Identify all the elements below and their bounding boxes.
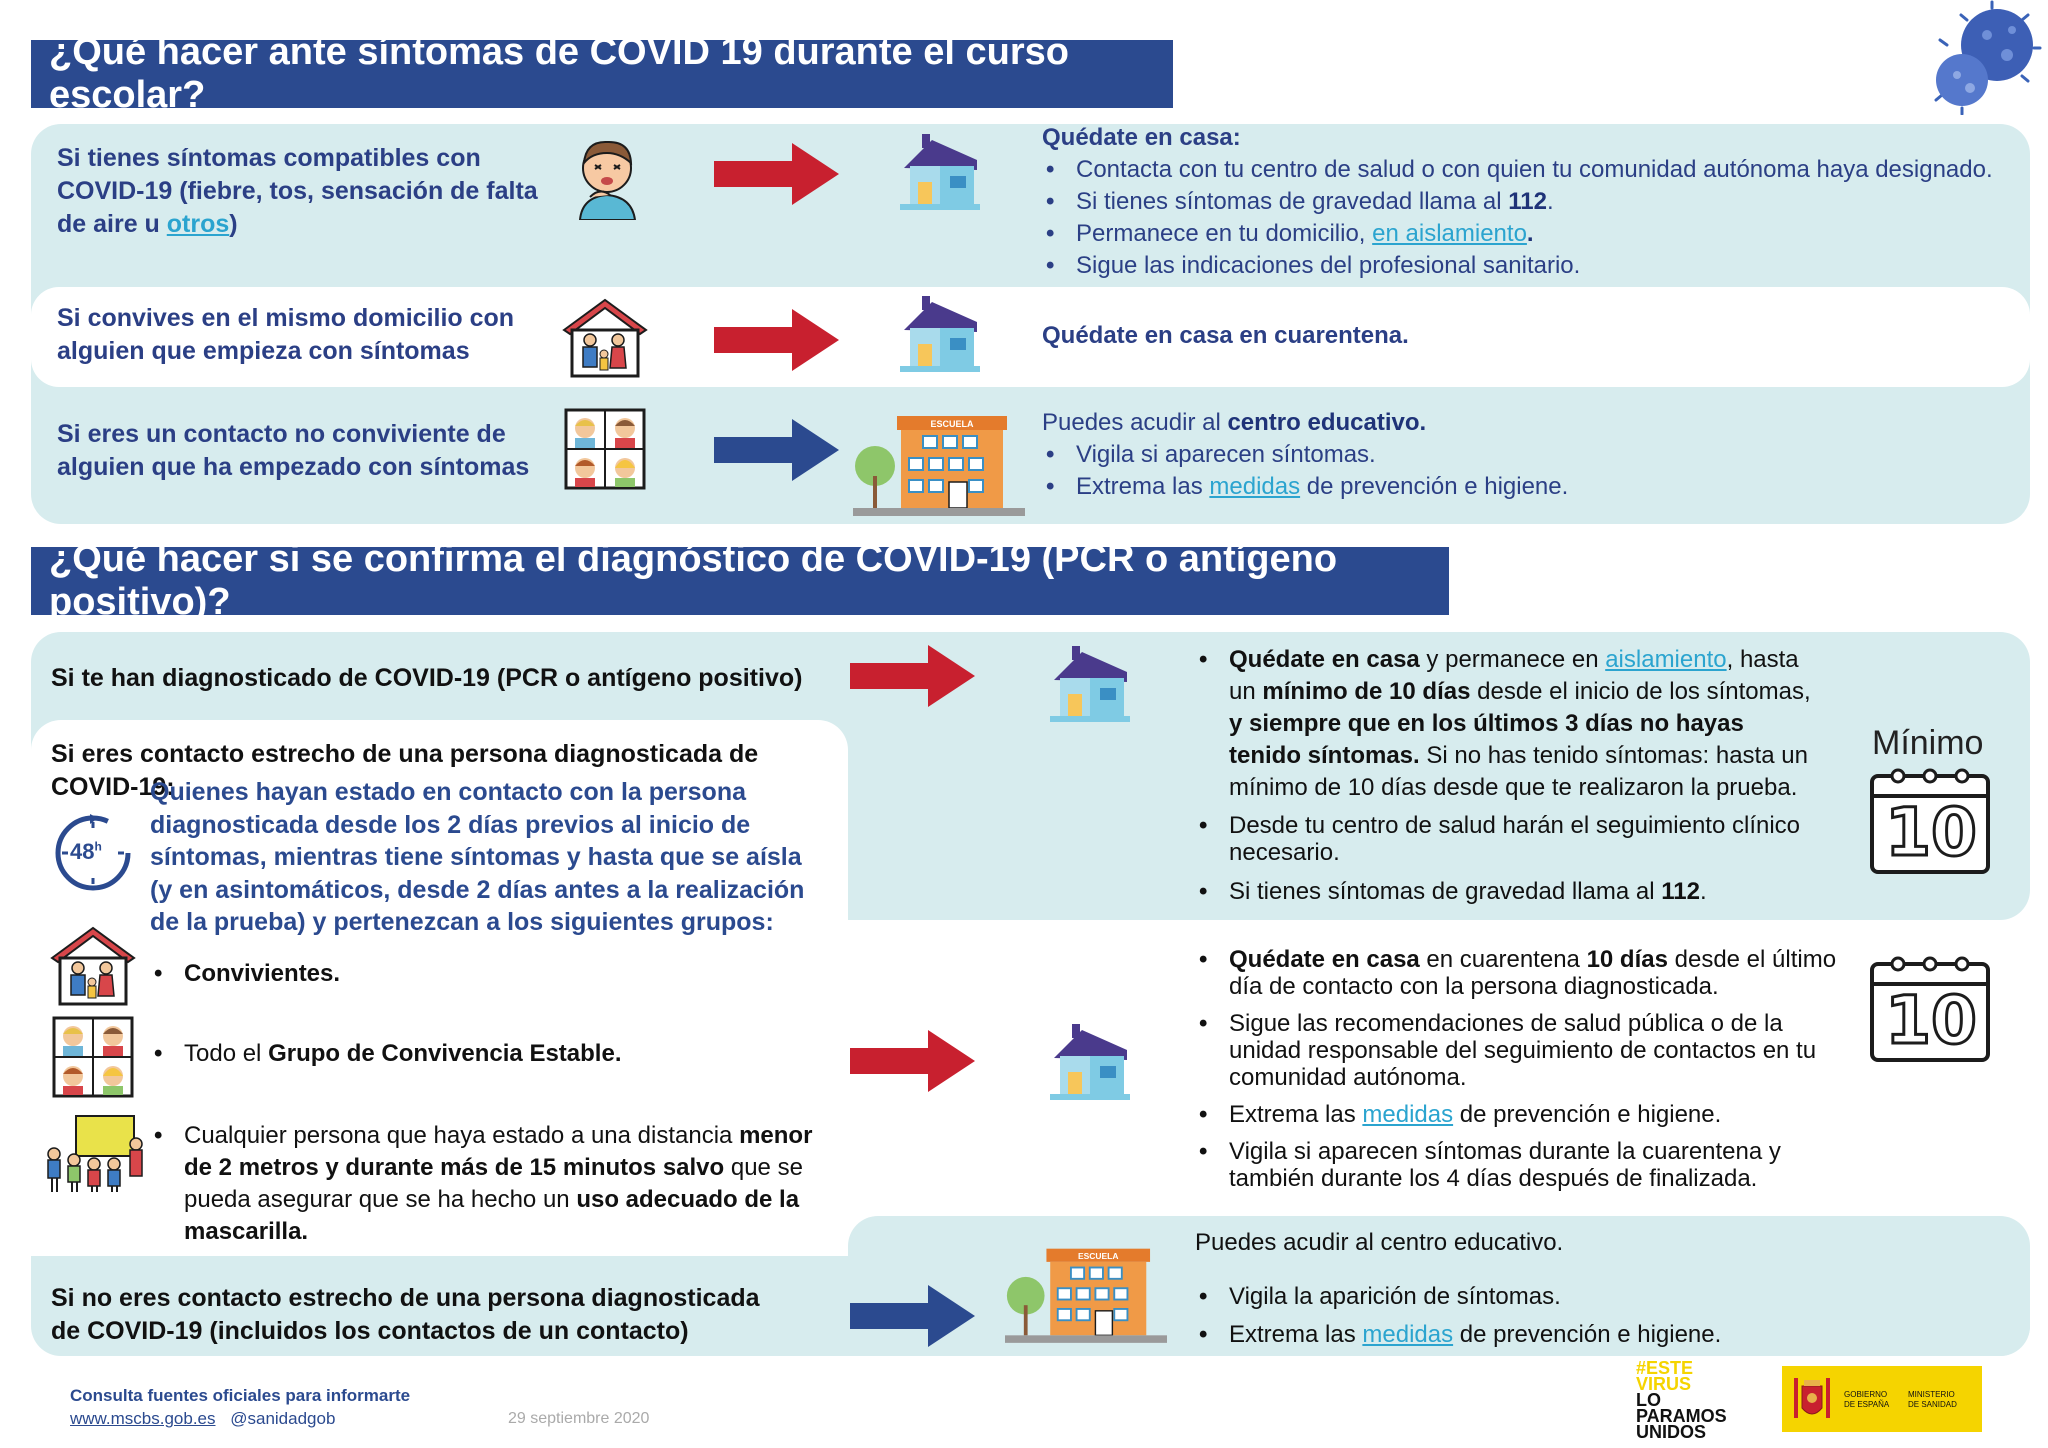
bullet: • Vigila si aparecen síntomas durante la cuarentena y también durante los 4 días después de finalizada. [1195, 1138, 1845, 1192]
footer-consulta: Consulta fuentes oficiales para informarte [70, 1386, 411, 1405]
family-house-icon [562, 296, 648, 380]
group-gce [150, 1038, 810, 1070]
bullet: • Sigue las indicaciones del profesional sanitario. [1042, 250, 2032, 282]
family-house-icon [50, 924, 136, 1008]
bullet: • Si tienes síntomas de gravedad llama al 112. [1042, 186, 2032, 218]
red-arrow-1 [714, 143, 839, 205]
bullet: • Si tienes síntomas de gravedad llama al 112. [1195, 876, 2005, 908]
school-icon [1005, 1236, 1167, 1348]
calendar-icon [1868, 762, 1994, 876]
section1-title-bar [31, 31, 1173, 116]
bullet: • Convivientes. [150, 958, 810, 990]
school-icon [853, 406, 1025, 518]
bullet: • Extrema las medidas de prevención e higiene. [1042, 471, 2002, 503]
bullet: • Sigue las recomendaciones de salud pública o de la unidad responsable del seguimiento de contactos en tu comunidad autónoma. [1195, 1010, 1845, 1091]
virus-icon [1912, 0, 2042, 115]
row1-result: Quédate en casa: • Contacta con tu centro de salud o con quien tu comunidad autónoma haya designado. • Si tienes síntomas de gravedad llama al 112. • Permanece en tu domicilio, en aislamiento. • Sigue las indicaciones del profesional sanitario. [1042, 122, 2032, 282]
hours-badge: 48$^h$ [70, 839, 102, 864]
campaign-logo: #ESTE VIRUS LO PARAMOS UNIDOS [1636, 1358, 1727, 1442]
aislamiento-link[interactable]: en aislamiento [1372, 220, 1527, 247]
bullet: • Extrema las medidas de prevención e higiene. [1195, 1101, 1845, 1128]
red-arrow-3 [850, 645, 975, 707]
spain-coat-of-arms-icon [1790, 1374, 1834, 1424]
people-grid-icon [52, 1016, 134, 1098]
medidas-link[interactable]: medidas [1362, 1101, 1454, 1128]
contact-result [1195, 946, 1845, 1192]
ministry-logo [1782, 1366, 1982, 1432]
blue-arrow-2 [850, 1285, 975, 1347]
school-sign: ESCUELA [1078, 1251, 1119, 1262]
medidas-link[interactable]: medidas [1362, 1321, 1454, 1348]
row1-label: Si tienes síntomas compatibles con COVID-19 (fiebre, tos, sensación de falta de aire u otros) [57, 144, 538, 238]
contact-label: Si eres contacto estrecho de una persona diagnosticada de COVID-19: [51, 740, 759, 801]
bullet: • Todo el Grupo de Convivencia Estable. [150, 1038, 810, 1070]
website-link[interactable]: www.mscbs.gob.es [70, 1409, 216, 1428]
house-icon [1048, 642, 1133, 724]
house-icon [1048, 1020, 1133, 1102]
group-distance [150, 1120, 830, 1248]
row2-label: Si convives en el mismo domicilio con alguien que empieza con síntomas [57, 304, 515, 365]
noncontact-label: Si no eres contacto estrecho de una persona diagnosticada de COVID-19 (incluidos los contactos de un contacto) [51, 1284, 760, 1345]
bullet: • Quédate en casa en cuarentena 10 días desde el último día de contacto con la persona diagnosticada. [1195, 946, 1845, 1000]
calendar-number: 10 [1885, 982, 1977, 1059]
row3-label: Si eres un contacto no conviviente de alguien que ha empezado con síntomas [57, 420, 530, 481]
section2-title: ¿Qué hacer si se confirma el diagnóstico de COVID-19 (PCR o antígeno positivo)? [49, 538, 1338, 623]
school-sign: ESCUELA [930, 419, 974, 429]
calendar-number: 10 [1885, 794, 1977, 871]
bullet: • Vigila la aparición de síntomas. [1195, 1281, 1995, 1313]
footer-date: 29 septiembre 2020 [508, 1410, 650, 1427]
row2-result: Quédate en casa en cuarentena. [1042, 322, 1409, 349]
section2-title-bar [31, 538, 1449, 623]
group-convivientes [150, 958, 810, 990]
medidas-link[interactable]: medidas [1209, 473, 1301, 500]
clock-48h-icon [52, 812, 134, 894]
bullet: • Cualquier persona que haya estado a una distancia menor de 2 metros y durante más de 15 minutos salvo que se pueda asegurar que se ha hecho un uso adecuado de la mascarilla. [150, 1120, 830, 1248]
footer-links [70, 1409, 335, 1429]
house-icon [898, 130, 983, 212]
house-icon [898, 292, 983, 374]
aislamiento-link[interactable]: aislamiento [1605, 646, 1727, 673]
blue-arrow-1 [714, 419, 839, 481]
bullet: • Permanece en tu domicilio, en aislamiento. [1042, 218, 2032, 250]
otros-link[interactable]: otros [166, 210, 230, 238]
row3-result: Puedes acudir al centro educativo. • Vigila si aparecen síntomas. • Extrema las medidas de prevención e higiene. [1042, 407, 2002, 503]
bullet: • Contacta con tu centro de salud o con quien tu comunidad autónoma haya designado. [1042, 154, 2032, 186]
minimo-label: Mínimo [1872, 724, 1984, 762]
calendar-icon [1868, 950, 1994, 1064]
contact-description: Quienes hayan estado en contacto con la persona diagnosticada desde los 2 días previos al inicio de síntomas, mientras tiene síntomas y hasta que se aísla (y en asintomáticos, desde 2 días antes a la realización de la prueba) y pertenezcan a los siguientes grupos: [150, 778, 805, 936]
people-grid-icon [564, 408, 646, 490]
diag-label: Si te han diagnosticado de COVID-19 (PCR o antígeno positivo) [51, 664, 803, 692]
noncontact-result: Puedes acudir al centro educativo. • Vigila la aparición de síntomas. • Extrema las medidas de prevención e higiene. [1195, 1227, 1995, 1351]
red-arrow-4 [850, 1030, 975, 1092]
twitter-handle[interactable]: @sanidadgob [230, 1409, 336, 1428]
bullet: • Quédate en casa y permanece en aislamiento, hasta un mínimo de 10 días desde el inicio de los síntomas, y siempre que en los últimos 3 días no hayas tenido síntomas. Si no has tenido síntomas: hasta un mínimo de 10 días desde que te realizaron la prueba. [1195, 644, 1815, 804]
bullet: • Desde tu centro de salud harán el seguimiento clínico necesario. [1195, 812, 1815, 866]
bullet: • Extrema las medidas de prevención e higiene. [1195, 1319, 1995, 1351]
red-arrow-2 [714, 309, 839, 371]
gov-text: GOBIERNO DE ESPAÑA [1844, 1390, 1890, 1409]
bullet: • Vigila si aparecen síntomas. [1042, 439, 2002, 471]
sick-person-icon [570, 135, 645, 220]
ministry-text: MINISTERIO DE SANIDAD [1908, 1390, 1957, 1409]
group-teacher-icon [44, 1114, 148, 1194]
section1-title: ¿Qué hacer ante síntomas de COVID 19 durante el curso escolar? [49, 31, 1069, 116]
